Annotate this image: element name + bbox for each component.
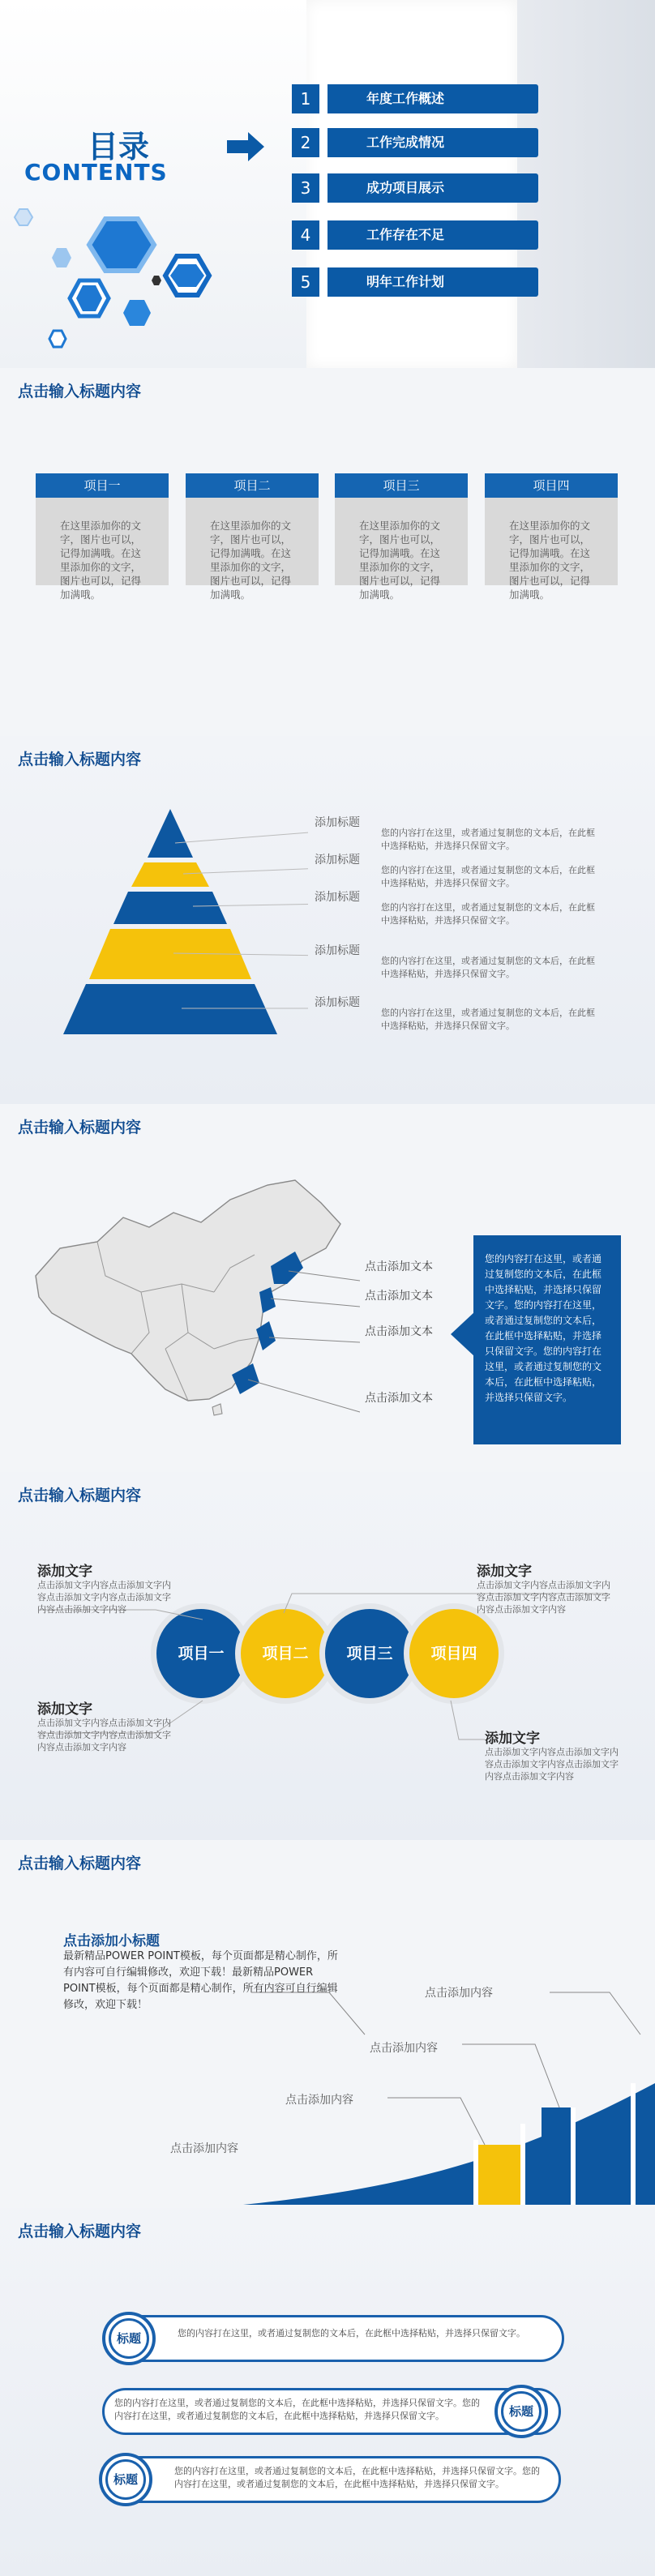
pyramid-slide bbox=[0, 736, 655, 1104]
project-box-4 bbox=[485, 473, 618, 601]
map-label: 点击添加文本 bbox=[365, 1260, 433, 1273]
project-box-3 bbox=[335, 473, 468, 601]
pyramid-desc: 您的内容打在这里，或者通过复制您的文本后，在此框中选择粘贴，并选择只保留文字。 bbox=[381, 865, 595, 888]
pill-badge-label: 标题 bbox=[105, 2459, 146, 2500]
pyramid-label: 添加标题 bbox=[315, 944, 360, 957]
note-desc: 点击添加文字内容点击添加文字内容点击添加文字内容点击添加文字内容点击添加文字内容 bbox=[37, 1580, 171, 1615]
slide-title: 点击输入标题内容 bbox=[18, 383, 142, 400]
slide-title: 点击输入标题内容 bbox=[18, 1487, 142, 1504]
project-body: 在这里添加你的文字，图片也可以，记得加满哦。在这里添加你的文字，图片也可以，记得加满哦。 bbox=[210, 520, 292, 601]
toc-label: 年度工作概述 bbox=[328, 84, 538, 113]
map-slide bbox=[0, 1104, 655, 1472]
bubble-4: 项目四 bbox=[404, 1603, 504, 1704]
project-box-2 bbox=[186, 473, 319, 601]
toc-label: 工作完成情况 bbox=[328, 128, 538, 157]
slide-title: 点击输入标题内容 bbox=[18, 2223, 142, 2240]
pill-badge-2 bbox=[494, 2385, 548, 2438]
pyramid-label: 添加标题 bbox=[315, 996, 360, 1009]
note-title: 添加文字 bbox=[37, 1701, 92, 1718]
toc-title-cn: 目录 bbox=[88, 129, 150, 165]
pill-3 bbox=[102, 2456, 561, 2503]
arrow-right-icon bbox=[227, 132, 264, 161]
toc-num: 4 bbox=[292, 220, 319, 250]
pill-badge-3 bbox=[99, 2453, 152, 2506]
map-callout bbox=[473, 1235, 621, 1444]
pills-slide bbox=[0, 2208, 655, 2576]
note-desc: 点击添加文字内容点击添加文字内容点击添加文字内容点击添加文字内容点击添加文字内容 bbox=[37, 1718, 171, 1752]
pill-badge-label: 标题 bbox=[109, 2318, 149, 2359]
pill-badge-label: 标题 bbox=[501, 2391, 542, 2432]
pyramid-desc: 您的内容打在这里，或者通过复制您的文本后，在此框中选择粘贴，并选择只保留文字。 bbox=[381, 902, 595, 926]
pyramid-label: 添加标题 bbox=[315, 816, 360, 829]
bubble-2: 项目二 bbox=[235, 1603, 336, 1704]
map-label: 点击添加文本 bbox=[365, 1290, 433, 1303]
project-head: 项目三 bbox=[335, 473, 468, 498]
callout-pointer-icon bbox=[451, 1312, 475, 1357]
toc-num: 5 bbox=[292, 267, 319, 297]
pill-2 bbox=[102, 2388, 561, 2435]
slide-title: 点击输入标题内容 bbox=[18, 1119, 142, 1136]
growth-text: 最新精品POWER POINT模板，每个页面都是精心制作，所有内容可自行编辑修改，欢迎下载！最新精品POWER POINT模板，每个页面都是精心制作，所有内容可自行编辑修改，欢迎下载！ bbox=[63, 1950, 338, 2011]
map-label: 点击添加文本 bbox=[365, 1392, 433, 1405]
note-desc: 点击添加文字内容点击添加文字内容点击添加文字内容点击添加文字内容点击添加文字内容 bbox=[477, 1580, 610, 1615]
toc-slide bbox=[0, 0, 655, 368]
pyramid-label: 添加标题 bbox=[315, 891, 360, 904]
project-head: 项目一 bbox=[36, 473, 169, 498]
map-label: 点击添加文本 bbox=[365, 1325, 433, 1338]
project-body: 在这里添加你的文字，图片也可以，记得加满哦。在这里添加你的文字，图片也可以，记得加满哦。 bbox=[60, 520, 142, 601]
project-head: 项目二 bbox=[186, 473, 319, 498]
pill-1 bbox=[105, 2315, 564, 2362]
project-box-1 bbox=[36, 473, 169, 601]
growth-label: 点击添加内容 bbox=[170, 2142, 238, 2155]
toc-label: 明年工作计划 bbox=[328, 267, 538, 297]
toc-label: 成功项目展示 bbox=[328, 173, 538, 203]
project-body: 在这里添加你的文字，图片也可以，记得加满哦。在这里添加你的文字，图片也可以，记得加满哦。 bbox=[359, 520, 441, 601]
note-title: 添加文字 bbox=[477, 1564, 532, 1580]
pyramid-desc: 您的内容打在这里，或者通过复制您的文本后，在此框中选择粘贴，并选择只保留文字。 bbox=[381, 956, 595, 979]
growth-slide bbox=[0, 1840, 655, 2208]
project-body: 在这里添加你的文字，图片也可以，记得加满哦。在这里添加你的文字，图片也可以，记得加满哦。 bbox=[509, 520, 591, 601]
bubble-3: 项目三 bbox=[319, 1603, 420, 1704]
bubbles-slide bbox=[0, 1472, 655, 1840]
pyramid-label: 添加标题 bbox=[315, 854, 360, 867]
toc-title-en: CONTENTS bbox=[24, 159, 168, 186]
pyramid-chart bbox=[32, 809, 308, 1052]
pill-text: 您的内容打在这里，或者通过复制您的文本后，在此框中选择粘贴，并选择只保留文字。您的内容打在这里，或者通过复制您的文本后，在此框中选择粘贴，并选择只保留文字。 bbox=[174, 2466, 540, 2489]
toc-num: 2 bbox=[292, 128, 319, 157]
note-desc: 点击添加文字内容点击添加文字内容点击添加文字内容点击添加文字内容点击添加文字内容 bbox=[485, 1747, 619, 1782]
bubble-1: 项目一 bbox=[151, 1603, 251, 1704]
pill-badge-1 bbox=[102, 2312, 156, 2365]
china-map-icon bbox=[28, 1170, 360, 1422]
note-title: 添加文字 bbox=[485, 1731, 540, 1747]
bubble-connectors bbox=[0, 1472, 655, 1840]
pill-text: 您的内容打在这里，或者通过复制您的文本后，在此框中选择粘贴，并选择只保留文字。您的内容打在这里，或者通过复制您的文本后，在此框中选择粘贴，并选择只保留文字。 bbox=[114, 2398, 480, 2421]
growth-label: 点击添加内容 bbox=[425, 1987, 493, 2000]
pill-text: 您的内容打在这里，或者通过复制您的文本后，在此框中选择粘贴，并选择只保留文字。 bbox=[178, 2328, 525, 2339]
pyramid-desc: 您的内容打在这里，或者通过复制您的文本后，在此框中选择粘贴，并选择只保留文字。 bbox=[381, 1008, 595, 1031]
growth-label: 点击添加内容 bbox=[370, 2042, 438, 2055]
growth-subtitle: 点击添加小标题 bbox=[63, 1933, 160, 1949]
pyramid-desc: 您的内容打在这里，或者通过复制您的文本后，在此框中选择粘贴，并选择只保留文字。 bbox=[381, 828, 595, 851]
note-title: 添加文字 bbox=[37, 1564, 92, 1580]
toc-num: 1 bbox=[292, 84, 319, 113]
project-head: 项目四 bbox=[485, 473, 618, 498]
slide-title: 点击输入标题内容 bbox=[18, 1855, 142, 1872]
toc-num: 3 bbox=[292, 173, 319, 203]
toc-label: 工作存在不足 bbox=[328, 220, 538, 250]
growth-label: 点击添加内容 bbox=[285, 2094, 353, 2107]
slide-title: 点击输入标题内容 bbox=[18, 751, 142, 768]
hexagon-decoration bbox=[8, 195, 219, 357]
map-callout-text: 您的内容打在这里，或者通过复制您的文本后，在此框中选择粘贴，并选择只保留文字。您的内容打在这里，或者通过复制您的文本后，在此框中选择粘贴，并选择只保留文字。您的内容打在这里，或者通过复制您的文本后，在此框中选择粘贴，并选择只保留文字。 bbox=[485, 1253, 602, 1403]
projects-slide bbox=[0, 368, 655, 736]
